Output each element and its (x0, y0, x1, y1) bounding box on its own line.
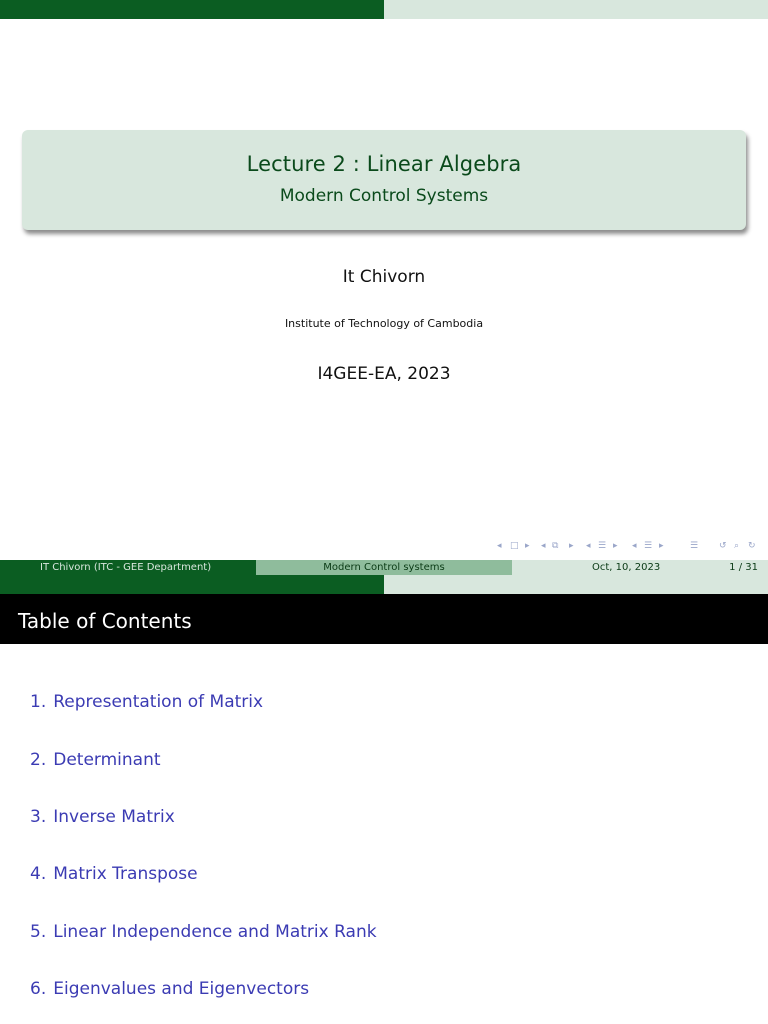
bottom-strip-right (384, 575, 768, 594)
toc-slide (0, 594, 768, 1024)
nav-next-subsection-icon[interactable]: ▸ (569, 541, 574, 551)
toc-item-linear-independence[interactable] (30, 922, 377, 942)
footer-course: Modern Control systems (256, 560, 512, 575)
footer-bar (0, 560, 768, 575)
toc-item-representation-of-matrix[interactable] (30, 692, 263, 712)
institute-name: Institute of Technology of Cambodia (284, 317, 484, 330)
nav-frame-icon[interactable]: □ (510, 541, 519, 551)
nav-align-icon[interactable]: ☰ (690, 541, 699, 551)
nav-back-icon[interactable]: ↺ (719, 541, 727, 551)
toc-item-number: 3. (30, 807, 47, 827)
footer-date: Oct, 10, 2023 (592, 562, 661, 573)
nav-next-section-icon[interactable]: ▸ (613, 541, 618, 551)
nav-prev-frame-icon[interactable]: ◂ (497, 541, 502, 551)
nav-subsection-icon[interactable]: ⧉ (552, 541, 559, 551)
nav-prev-slide-icon[interactable]: ◂ (632, 541, 637, 551)
toc-item-determinant[interactable] (30, 750, 161, 770)
nav-section-icon[interactable]: ☰ (598, 541, 607, 551)
next-slide-top-bar (0, 575, 768, 594)
toc-item-number: 2. (30, 750, 47, 770)
toc-header: Table of Contents (0, 594, 768, 644)
nav-prev-section-icon[interactable]: ◂ (586, 541, 591, 551)
toc-item-inverse-matrix[interactable] (30, 807, 175, 827)
title-block (22, 130, 746, 230)
nav-next-frame-icon[interactable]: ▸ (525, 541, 530, 551)
toc-item-matrix-transpose[interactable] (30, 864, 198, 884)
nav-prev-subsection-icon[interactable]: ◂ (541, 541, 546, 551)
toc-item-eigenvalues[interactable] (30, 979, 309, 999)
toc-item-number: 4. (30, 864, 47, 884)
toc-item-label: Matrix Transpose (53, 864, 198, 884)
top-header-bar (0, 0, 768, 19)
toc-item-label: Linear Independence and Matrix Rank (53, 922, 377, 942)
presentation-title: Lecture 2 : Linear Algebra (246, 152, 522, 176)
author-name: It Chivorn (342, 267, 426, 287)
presentation-subtitle: Modern Control Systems (279, 186, 489, 206)
toc-item-number: 6. (30, 979, 47, 999)
beamer-navigation-symbols (497, 541, 762, 555)
nav-forward-icon[interactable]: ↻ (748, 541, 756, 551)
footer-info (512, 560, 768, 575)
top-bar-right (384, 0, 768, 19)
top-bar-left (0, 0, 384, 19)
footer-author: IT Chivorn (ITC - GEE Department) (0, 560, 256, 575)
nav-next-slide-icon[interactable]: ▸ (659, 541, 664, 551)
nav-search-icon[interactable]: ⌕ (734, 541, 740, 551)
toc-item-label: Inverse Matrix (53, 807, 175, 827)
bottom-strip-left (0, 575, 384, 594)
toc-item-number: 1. (30, 692, 47, 712)
footer-page-number: 1 / 31 (729, 562, 758, 573)
nav-slide-icon[interactable]: ☰ (644, 541, 653, 551)
toc-item-number: 5. (30, 922, 47, 942)
toc-item-label: Representation of Matrix (53, 692, 264, 712)
course-date: I4GEE-EA, 2023 (317, 364, 451, 384)
toc-item-label: Determinant (53, 750, 161, 770)
toc-item-label: Eigenvalues and Eigenvectors (53, 979, 310, 999)
